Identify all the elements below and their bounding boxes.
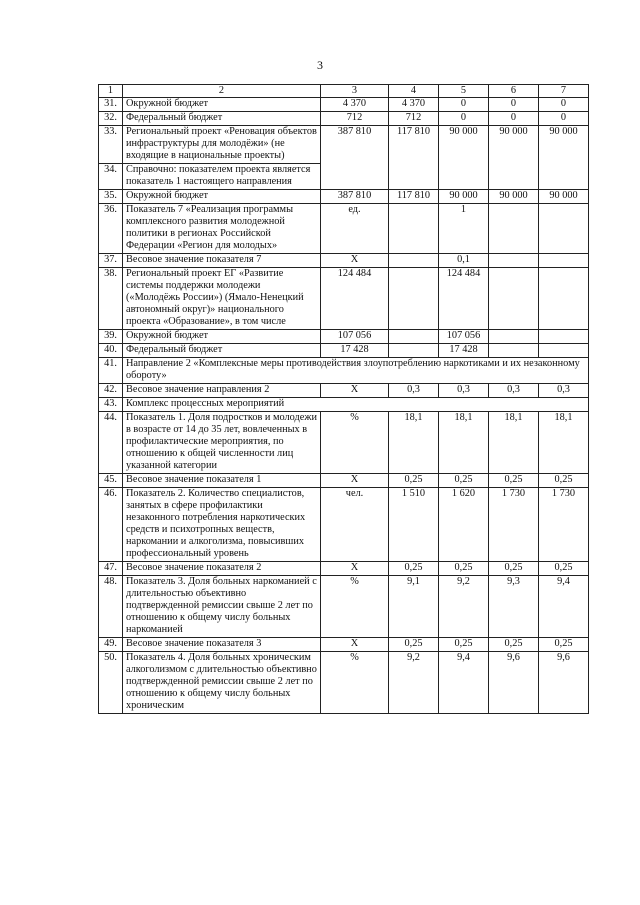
value-cell-col4: 0,25 [389, 562, 439, 576]
row-number-cell: 31. [99, 98, 123, 112]
table-row [99, 474, 589, 488]
value-cell-col7: 9,4 [539, 576, 589, 638]
value-cell-col7 [539, 204, 589, 254]
value-cell-col5: 0,25 [439, 562, 489, 576]
table-row [99, 652, 589, 714]
value-cell-col5: 90 000 [439, 190, 489, 204]
unit-cell: % [321, 576, 389, 638]
value-cell-col5: 17 428 [439, 344, 489, 358]
value-cell-col4: 117 810 [389, 190, 439, 204]
value-cell-col5: 0,25 [439, 638, 489, 652]
value-cell-col5: 1 620 [439, 488, 489, 562]
value-cell-col7: 18,1 [539, 412, 589, 474]
row-description-cell: Весовое значение показателя 3 [123, 638, 321, 652]
value-cell-col4: 9,2 [389, 652, 439, 714]
header-cell: 6 [489, 85, 539, 98]
value-cell-col6: 90 000 [489, 126, 539, 164]
row-number-cell: 40. [99, 344, 123, 358]
table-row [99, 112, 589, 126]
value-cell-col5: 0 [439, 98, 489, 112]
value-cell-col4 [389, 330, 439, 344]
row-description-cell: Окружной бюджет [123, 190, 321, 204]
value-cell-col5: 18,1 [439, 412, 489, 474]
value-cell-col5: 9,2 [439, 576, 489, 638]
row-number-cell: 47. [99, 562, 123, 576]
value-cell-col4: 4 370 [389, 98, 439, 112]
row-description-cell: Региональный проект «Реновация объектов инфраструктуры для молодёжи» (не входящие в национальные проекты) [123, 126, 321, 164]
value-cell-col4: 1 510 [389, 488, 439, 562]
table-row [99, 576, 589, 638]
row-description-cell: Весовое значение показателя 1 [123, 474, 321, 488]
row-number-cell: 32. [99, 112, 123, 126]
value-cell-col5: 124 484 [439, 268, 489, 330]
unit-cell: 107 056 [321, 330, 389, 344]
unit-cell: Х [321, 474, 389, 488]
value-cell-col6: 18,1 [489, 412, 539, 474]
table-row [99, 344, 589, 358]
value-cell-col7 [539, 164, 589, 190]
row-number-cell: 34. [99, 164, 123, 190]
row-number-cell: 42. [99, 384, 123, 398]
row-description-cell: Показатель 3. Доля больных наркоманией с длительностью объективно подтвержденной ремиссии свыше 2 лет по отношению к общему числу больных наркоманией [123, 576, 321, 638]
unit-cell: % [321, 412, 389, 474]
value-cell-col6: 0 [489, 112, 539, 126]
value-cell-col7 [539, 330, 589, 344]
value-cell-col5: 0 [439, 112, 489, 126]
table-row [99, 254, 589, 268]
value-cell-col4: 18,1 [389, 412, 439, 474]
row-description-cell: Комплекс процессных мероприятий [123, 398, 589, 412]
value-cell-col6: 9,6 [489, 652, 539, 714]
row-description-cell: Весовое значение показателя 2 [123, 562, 321, 576]
value-cell-col4: 9,1 [389, 576, 439, 638]
table-row [99, 412, 589, 474]
header-row [99, 85, 589, 98]
unit-cell: 17 428 [321, 344, 389, 358]
unit-cell: Х [321, 638, 389, 652]
value-cell-col7: 0 [539, 112, 589, 126]
value-cell-col5: 0,25 [439, 474, 489, 488]
row-number-cell: 39. [99, 330, 123, 344]
table-row [99, 126, 589, 164]
value-cell-col6: 0,3 [489, 384, 539, 398]
value-cell-col6 [489, 204, 539, 254]
value-cell-col7: 1 730 [539, 488, 589, 562]
value-cell-col4 [389, 344, 439, 358]
value-cell-col7 [539, 254, 589, 268]
value-cell-col6: 0,25 [489, 474, 539, 488]
value-cell-col6: 9,3 [489, 576, 539, 638]
header-cell: 4 [389, 85, 439, 98]
row-number-cell: 43. [99, 398, 123, 412]
value-cell-col7: 90 000 [539, 126, 589, 164]
row-description-cell: Федеральный бюджет [123, 112, 321, 126]
unit-cell: Х [321, 384, 389, 398]
row-number-cell: 44. [99, 412, 123, 474]
value-cell-col7: 9,6 [539, 652, 589, 714]
row-number-cell: 33. [99, 126, 123, 164]
page-number: 3 [317, 58, 323, 72]
value-cell-col7: 0,3 [539, 384, 589, 398]
row-description-cell: Показатель 7 «Реализация программы комплексного развития молодежной политики в регионах Российской Федерации «Регион для молодых» [123, 204, 321, 254]
header-cell: 5 [439, 85, 489, 98]
value-cell-col5: 107 056 [439, 330, 489, 344]
row-number-cell: 46. [99, 488, 123, 562]
row-description-cell: Показатель 2. Количество специалистов, занятых в сфере профилактики незаконного потребления наркотических средств и психотропных веществ, наркомании и алкоголизма, повысивших профессиональный уровень [123, 488, 321, 562]
header-cell: 1 [99, 85, 123, 98]
table-row [99, 330, 589, 344]
value-cell-col6 [489, 344, 539, 358]
value-cell-col5 [439, 164, 489, 190]
unit-cell: 387 810 [321, 190, 389, 204]
value-cell-col7: 0,25 [539, 638, 589, 652]
value-cell-col4: 0,3 [389, 384, 439, 398]
value-cell-col7: 0,25 [539, 474, 589, 488]
value-cell-col6: 0 [489, 98, 539, 112]
value-cell-col7: 0 [539, 98, 589, 112]
value-cell-col5: 0,1 [439, 254, 489, 268]
table-row [99, 638, 589, 652]
value-cell-col4: 117 810 [389, 126, 439, 164]
value-cell-col6: 0,25 [489, 562, 539, 576]
row-description-cell: Показатель 1. Доля подростков и молодежи в возрасте от 14 до 35 лет, вовлеченных в профилактические мероприятия, по отношению к общей численности лиц указанной категории [123, 412, 321, 474]
value-cell-col7: 0,25 [539, 562, 589, 576]
unit-cell: Х [321, 562, 389, 576]
table-row [99, 98, 589, 112]
header-cell: 2 [123, 85, 321, 98]
value-cell-col6 [489, 164, 539, 190]
table-row [99, 562, 589, 576]
value-cell-col5: 1 [439, 204, 489, 254]
value-cell-col4 [389, 254, 439, 268]
unit-cell: ед. [321, 204, 389, 254]
table-row [99, 204, 589, 254]
value-cell-col5: 9,4 [439, 652, 489, 714]
row-number-cell: 37. [99, 254, 123, 268]
table-row [99, 268, 589, 330]
table-row [99, 190, 589, 204]
row-description-cell: Окружной бюджет [123, 330, 321, 344]
value-cell-col4 [389, 164, 439, 190]
value-cell-col6: 90 000 [489, 190, 539, 204]
value-cell-col4 [389, 204, 439, 254]
unit-cell: 4 370 [321, 98, 389, 112]
header-cell: 3 [321, 85, 389, 98]
row-number-cell: 35. [99, 190, 123, 204]
row-description-cell: Направление 2 «Комплексные меры противодействия злоупотреблению наркотиками и их незаконному обороту» [123, 358, 589, 384]
row-number-cell: 36. [99, 204, 123, 254]
row-number-cell: 38. [99, 268, 123, 330]
value-cell-col5: 90 000 [439, 126, 489, 164]
unit-cell [321, 164, 389, 190]
row-description-cell: Окружной бюджет [123, 98, 321, 112]
row-number-cell: 48. [99, 576, 123, 638]
table-row [99, 358, 589, 384]
value-cell-col7 [539, 268, 589, 330]
value-cell-col7: 90 000 [539, 190, 589, 204]
row-number-cell: 49. [99, 638, 123, 652]
row-description-cell: Показатель 4. Доля больных хроническим алкоголизмом с длительностью объективно подтвержденной ремиссии свыше 2 лет по отношению к общему числу больных хроническим [123, 652, 321, 714]
row-description-cell: Весовое значение направления 2 [123, 384, 321, 398]
table-row [99, 164, 589, 190]
header-cell: 7 [539, 85, 589, 98]
value-cell-col6 [489, 330, 539, 344]
unit-cell: 387 810 [321, 126, 389, 164]
row-description-cell: Региональный проект ЕГ «Развитие системы поддержки молодежи («Молодёжь России») (Ямало-Ненецкий автономный округ)» национального проекта «Образование», в том числе [123, 268, 321, 330]
value-cell-col6 [489, 268, 539, 330]
unit-cell: Х [321, 254, 389, 268]
value-cell-col5: 0,3 [439, 384, 489, 398]
value-cell-col4 [389, 268, 439, 330]
value-cell-col4: 0,25 [389, 638, 439, 652]
row-number-cell: 41. [99, 358, 123, 384]
unit-cell: чел. [321, 488, 389, 562]
table-row [99, 384, 589, 398]
unit-cell: 124 484 [321, 268, 389, 330]
unit-cell: 712 [321, 112, 389, 126]
table-row [99, 488, 589, 562]
row-description-cell: Федеральный бюджет [123, 344, 321, 358]
indicators-table [98, 84, 589, 714]
table-row [99, 398, 589, 412]
value-cell-col7 [539, 344, 589, 358]
row-description-cell: Справочно: показателем проекта является показатель 1 настоящего направления [123, 164, 321, 190]
value-cell-col4: 0,25 [389, 474, 439, 488]
row-number-cell: 50. [99, 652, 123, 714]
row-number-cell: 45. [99, 474, 123, 488]
unit-cell: % [321, 652, 389, 714]
value-cell-col6 [489, 254, 539, 268]
row-description-cell: Весовое значение показателя 7 [123, 254, 321, 268]
value-cell-col6: 0,25 [489, 638, 539, 652]
value-cell-col4: 712 [389, 112, 439, 126]
value-cell-col6: 1 730 [489, 488, 539, 562]
